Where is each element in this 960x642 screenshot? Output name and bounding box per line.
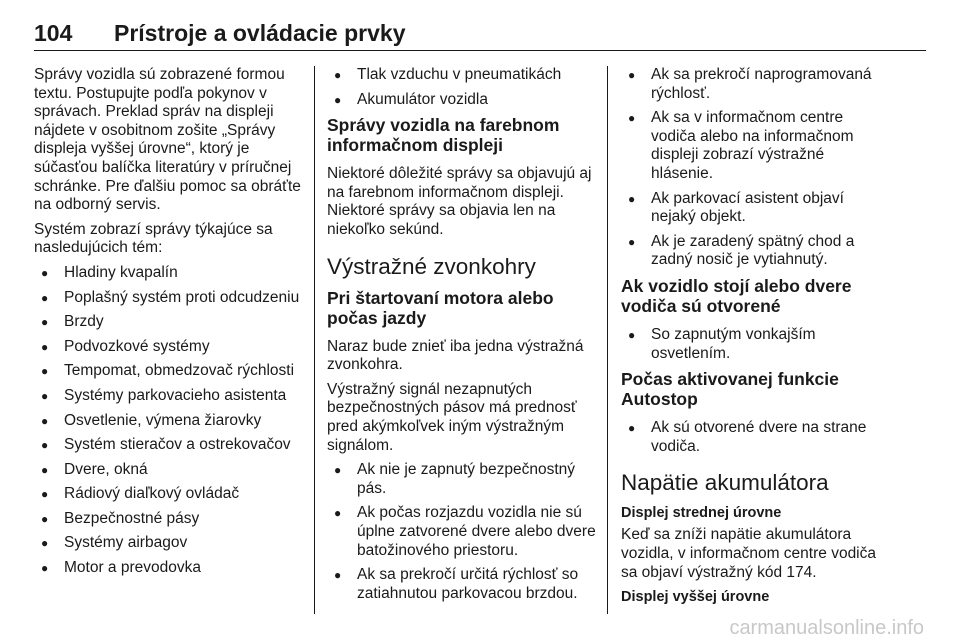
list-item: ● Dvere, okná [34, 461, 306, 480]
column-2 [327, 66, 597, 609]
subheading-parked: Ak vozidlo stojí alebo dvere vodiča sú otvorené [621, 275, 852, 316]
chapter-title: Prístroje a ovládacie prvky [114, 20, 406, 46]
list-item: ● Systémy airbagov [34, 534, 306, 553]
list-item: ● Brzdy [34, 313, 306, 332]
list-item: ● Ak parkovací asistent objaví nejaký objekt. [621, 190, 889, 227]
list-item: ● Ak je zaradený spätný chod a zadný nosič je vytiahnutý. [621, 233, 889, 270]
chime-paragraph-1: Naraz bude znieť iba jedna výstražná zvonkohra. [327, 337, 584, 374]
list-item: ● Ak nie je zapnutý bezpečnostný pás. [327, 461, 597, 498]
autostop-list [621, 419, 889, 456]
list-item: ● Ak sa v informačnom centre vodiča alebo na informačnom displeji zobrazí výstražné hlásenie. [621, 109, 889, 183]
list-item: ● Hladiny kvapalín [34, 264, 306, 283]
list-item: ● Bezpečnostné pásy [34, 510, 306, 529]
section-heading-color-display: Správy vozidla na farebnom informačnom displeji [327, 115, 560, 156]
list-item: ● Ak sú otvorené dvere na strane vodiča. [621, 419, 889, 456]
list-item: ● Poplašný systém proti odcudzeniu [34, 289, 306, 308]
intro-paragraph: Správy vozidla sú zobrazené formou textu. Postupujte podľa pokynov v správach. Preklad správ na displeji nájdete v osobitnom zošite „Správy displeja vyššej úrovne“, ktorý je súčasťou balíčka literatúry v príručnej schránke. Pre ďalšiu pomoc sa obráťte na odborný servis. [34, 66, 301, 214]
chime-conditions-list [327, 461, 597, 603]
list-item: ● Ak sa prekročí určitá rýchlosť so zatiahnutou parkovacou brzdou. [327, 566, 597, 603]
parked-list [621, 326, 889, 363]
list-item: ● Motor a prevodovka [34, 559, 306, 578]
section-heading-chimes: Výstražné zvonkohry [327, 253, 536, 279]
list-item: ● Osvetlenie, výmena žiarovky [34, 412, 306, 431]
watermark: carmanualsonline.info [729, 617, 924, 639]
page-number: 104 [34, 20, 73, 46]
chime-conditions-list-continued [621, 66, 889, 270]
column-3 [621, 66, 889, 610]
topics-list [34, 264, 306, 578]
column-divider-2 [607, 66, 608, 614]
header-rule [34, 50, 926, 51]
list-item: ● Systém stieračov a ostrekovačov [34, 436, 306, 455]
section-heading-battery: Napätie akumulátora [621, 470, 829, 496]
list-item: ● Tlak vzduchu v pneumatikách [327, 66, 597, 85]
chime-paragraph-2: Výstražný signál nezapnutých bezpečnostných pásov má prednosť pred akýmkoľvek iným výstražným signálom. [327, 380, 577, 454]
list-item: ● Rádiový diaľkový ovládač [34, 485, 306, 504]
topics-list-continued [327, 66, 597, 109]
subheading-start-driving: Pri štartovaní motora alebo počas jazdy [327, 287, 554, 328]
subheading-autostop: Počas aktivovanej funkcie Autostop [621, 369, 839, 410]
list-item: ● Podvozkové systémy [34, 338, 306, 357]
column-1 [34, 66, 306, 584]
list-item: ● So zapnutým vonkajším osvetlením. [621, 326, 889, 363]
subheading-mid-level-display: Displej strednej úrovne [621, 505, 782, 522]
topics-intro: Systém zobrazí správy týkajúce sa nasledujúcich tém: [34, 220, 273, 257]
subheading-upper-level-display: Displej vyššej úrovne [621, 589, 770, 606]
page-header [34, 2, 926, 48]
color-display-paragraph: Niektoré dôležité správy sa objavujú aj na farebnom informačnom displeji. Niektoré správy sa objavia len na niekoľko sekúnd. [327, 165, 592, 238]
battery-paragraph: Keď sa zníži napätie akumulátora vozidla, v informačnom centre vodiča sa objaví výstražný kód 174. [621, 526, 877, 581]
list-item: ● Ak sa prekročí naprogramovaná rýchlosť. [621, 66, 889, 103]
list-item: ● Tempomat, obmedzovač rýchlosti [34, 362, 306, 381]
list-item: ● Systémy parkovacieho asistenta [34, 387, 306, 406]
column-divider-1 [314, 66, 315, 614]
list-item: ● Akumulátor vozidla [327, 91, 597, 110]
list-item: ● Ak počas rozjazdu vozidla nie sú úplne zatvorené dvere alebo dvere batožinového priestoru. [327, 504, 597, 560]
